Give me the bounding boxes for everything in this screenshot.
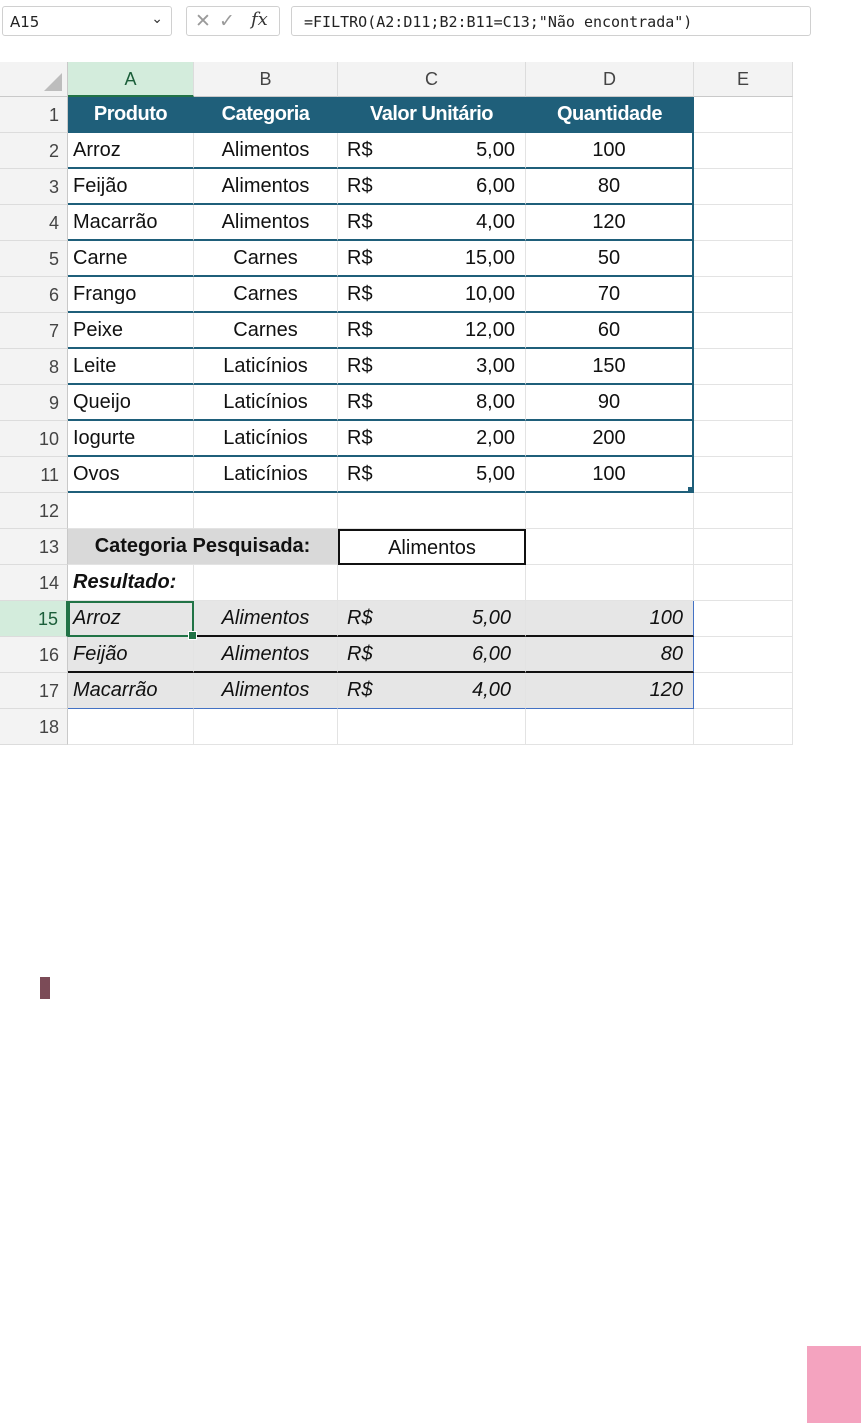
product-cell[interactable]: Ovos xyxy=(68,457,194,493)
result-category-cell[interactable]: Alimentos xyxy=(194,673,338,709)
quantity-cell[interactable]: 100 xyxy=(526,133,694,169)
product-cell[interactable]: Carne xyxy=(68,241,194,277)
quantity-cell[interactable]: 150 xyxy=(526,349,694,385)
search-category-input[interactable]: Alimentos xyxy=(338,529,526,565)
unit-value: 5,00 xyxy=(476,463,515,485)
unit-value: 5,00 xyxy=(476,139,515,161)
quantity-cell[interactable]: 60 xyxy=(526,313,694,349)
cell[interactable] xyxy=(694,673,793,709)
currency-symbol: R$ xyxy=(347,463,373,485)
chevron-down-icon[interactable]: ⌄ xyxy=(151,11,163,27)
cell[interactable] xyxy=(694,205,793,241)
cell[interactable] xyxy=(694,385,793,421)
unit-value: 5,00 xyxy=(472,607,511,629)
cell[interactable] xyxy=(338,565,526,601)
active-cell-selection[interactable] xyxy=(68,601,194,637)
unit-value-cell[interactable] xyxy=(338,421,526,457)
product-cell[interactable]: Feijão xyxy=(68,169,194,205)
cell[interactable] xyxy=(694,457,793,493)
search-label-cell: Categoria Pesquisada: xyxy=(68,529,338,565)
category-cell[interactable]: Laticínios xyxy=(194,421,338,457)
cell[interactable] xyxy=(694,421,793,457)
row-header-6[interactable]: 6 xyxy=(0,277,68,313)
column-header-a[interactable]: A xyxy=(68,62,194,97)
unit-value: 3,00 xyxy=(476,355,515,377)
quantity-cell[interactable]: 120 xyxy=(526,205,694,241)
currency-symbol: R$ xyxy=(347,319,373,341)
result-value-cell[interactable] xyxy=(338,637,526,673)
product-cell[interactable]: Peixe xyxy=(68,313,194,349)
product-cell[interactable]: Iogurte xyxy=(68,421,194,457)
marker-shape xyxy=(40,977,50,999)
unit-value-cell[interactable] xyxy=(338,169,526,205)
name-box-value: A15 xyxy=(10,13,40,31)
cell[interactable] xyxy=(694,133,793,169)
currency-symbol: R$ xyxy=(347,283,373,305)
product-cell[interactable]: Frango xyxy=(68,277,194,313)
result-product-cell[interactable]: Macarrão xyxy=(68,673,194,709)
unit-value: 15,00 xyxy=(464,247,515,269)
row-header-1[interactable]: 1 xyxy=(0,97,68,133)
cell[interactable] xyxy=(694,313,793,349)
formula-input[interactable]: =FILTRO(A2:D11;B2:B11=C13;"Não encontrada") xyxy=(291,6,811,36)
result-product-cell[interactable]: Arroz xyxy=(68,601,194,637)
column-header-d[interactable]: D xyxy=(526,62,694,97)
quantity-cell[interactable]: 50 xyxy=(526,241,694,277)
cell[interactable] xyxy=(694,601,793,637)
unit-value: 2,00 xyxy=(476,427,515,449)
quantity-cell[interactable]: 200 xyxy=(526,421,694,457)
cell[interactable] xyxy=(694,565,793,601)
row-header-16[interactable]: 16 xyxy=(0,637,68,673)
cell[interactable] xyxy=(338,709,526,745)
unit-value-cell[interactable] xyxy=(338,313,526,349)
cell[interactable] xyxy=(526,709,694,745)
currency-symbol: R$ xyxy=(347,175,373,197)
column-header-e[interactable]: E xyxy=(694,62,793,97)
currency-symbol: R$ xyxy=(347,427,373,449)
category-cell[interactable]: Carnes xyxy=(194,277,338,313)
result-label-cell: Resultado: xyxy=(68,565,194,601)
cell[interactable] xyxy=(194,565,338,601)
cell[interactable] xyxy=(526,493,694,529)
cell[interactable] xyxy=(694,349,793,385)
unit-value: 6,00 xyxy=(472,643,511,665)
table-header-cell[interactable]: Categoria xyxy=(194,97,338,133)
cell[interactable] xyxy=(68,709,194,745)
quantity-cell[interactable]: 70 xyxy=(526,277,694,313)
result-category-cell[interactable]: Alimentos xyxy=(194,637,338,673)
category-cell[interactable]: Alimentos xyxy=(194,133,338,169)
x-icon[interactable]: ✕ xyxy=(195,11,211,32)
table-header-cell[interactable]: Quantidade xyxy=(526,97,694,133)
row-header-7[interactable]: 7 xyxy=(0,313,68,349)
select-all-corner[interactable] xyxy=(0,62,68,97)
currency-symbol: R$ xyxy=(347,607,373,629)
cell[interactable] xyxy=(694,529,793,565)
row-header-18[interactable]: 18 xyxy=(0,709,68,745)
row-header-17[interactable]: 17 xyxy=(0,673,68,709)
row-header-11[interactable]: 11 xyxy=(0,457,68,493)
worksheet-grid[interactable] xyxy=(0,62,793,737)
column-header-b[interactable]: B xyxy=(194,62,338,97)
unit-value: 6,00 xyxy=(476,175,515,197)
unit-value-cell[interactable] xyxy=(338,205,526,241)
column-header-c[interactable]: C xyxy=(338,62,526,97)
row-header-15[interactable]: 15 xyxy=(0,601,68,637)
cell[interactable] xyxy=(68,493,194,529)
category-cell[interactable]: Carnes xyxy=(194,313,338,349)
product-cell[interactable]: Arroz xyxy=(68,133,194,169)
row-header-12[interactable]: 12 xyxy=(0,493,68,529)
product-cell[interactable]: Macarrão xyxy=(68,205,194,241)
product-cell[interactable]: Queijo xyxy=(68,385,194,421)
cell[interactable] xyxy=(338,493,526,529)
table-header-cell[interactable]: Produto xyxy=(68,97,194,133)
cell[interactable] xyxy=(194,493,338,529)
category-cell[interactable]: Carnes xyxy=(194,241,338,277)
cell[interactable] xyxy=(694,169,793,205)
row-header-10[interactable]: 10 xyxy=(0,421,68,457)
result-quantity-cell[interactable]: 120 xyxy=(526,673,694,709)
cell[interactable] xyxy=(694,493,793,529)
row-header-3[interactable]: 3 xyxy=(0,169,68,205)
currency-symbol: R$ xyxy=(347,247,373,269)
currency-symbol: R$ xyxy=(347,391,373,413)
result-quantity-cell[interactable]: 80 xyxy=(526,637,694,673)
cell[interactable] xyxy=(526,529,694,565)
row-header-4[interactable]: 4 xyxy=(0,205,68,241)
fill-handle[interactable] xyxy=(188,631,197,640)
cell[interactable] xyxy=(694,277,793,313)
table-resize-handle[interactable] xyxy=(688,487,694,493)
unit-value: 8,00 xyxy=(476,391,515,413)
currency-symbol: R$ xyxy=(347,643,373,665)
unit-value-cell[interactable] xyxy=(338,349,526,385)
cell[interactable] xyxy=(194,709,338,745)
unit-value-cell[interactable] xyxy=(338,133,526,169)
cell[interactable] xyxy=(694,241,793,277)
table-header-cell[interactable]: Valor Unitário xyxy=(338,97,526,133)
check-icon[interactable]: ✓ xyxy=(219,11,235,32)
cell[interactable] xyxy=(694,709,793,745)
row-header-9[interactable]: 9 xyxy=(0,385,68,421)
result-product-cell[interactable]: Feijão xyxy=(68,637,194,673)
name-box[interactable] xyxy=(2,6,172,36)
unit-value-cell[interactable] xyxy=(338,385,526,421)
pink-block xyxy=(807,1346,861,1423)
product-cell[interactable]: Leite xyxy=(68,349,194,385)
currency-symbol: R$ xyxy=(347,211,373,233)
category-cell[interactable]: Laticínios xyxy=(194,385,338,421)
unit-value: 12,00 xyxy=(464,319,515,341)
currency-symbol: R$ xyxy=(347,679,373,701)
result-category-cell[interactable]: Alimentos xyxy=(194,601,338,637)
unit-value: 4,00 xyxy=(476,211,515,233)
currency-symbol: R$ xyxy=(347,139,373,161)
category-cell[interactable]: Laticínios xyxy=(194,349,338,385)
category-cell[interactable]: Alimentos xyxy=(194,169,338,205)
unit-value-cell[interactable] xyxy=(338,277,526,313)
unit-value-cell[interactable] xyxy=(338,241,526,277)
fx-icon[interactable]: fx xyxy=(251,9,268,30)
row-header-8[interactable]: 8 xyxy=(0,349,68,385)
select-all-icon xyxy=(44,73,62,91)
result-value-cell[interactable] xyxy=(338,601,526,637)
row-header-13[interactable]: 13 xyxy=(0,529,68,565)
row-header-5[interactable]: 5 xyxy=(0,241,68,277)
row-header-14[interactable]: 14 xyxy=(0,565,68,601)
currency-symbol: R$ xyxy=(347,355,373,377)
quantity-cell[interactable]: 80 xyxy=(526,169,694,205)
formula-bar xyxy=(0,0,793,44)
result-value-cell[interactable] xyxy=(338,673,526,709)
formula-controls xyxy=(186,6,280,36)
quantity-cell[interactable]: 100 xyxy=(526,457,694,493)
unit-value: 10,00 xyxy=(464,283,515,305)
cell[interactable] xyxy=(694,97,793,133)
result-quantity-cell[interactable]: 100 xyxy=(526,601,694,637)
cell[interactable] xyxy=(526,565,694,601)
category-cell[interactable]: Laticínios xyxy=(194,457,338,493)
unit-value-cell[interactable] xyxy=(338,457,526,493)
unit-value: 4,00 xyxy=(472,679,511,701)
row-header-2[interactable]: 2 xyxy=(0,133,68,169)
category-cell[interactable]: Alimentos xyxy=(194,205,338,241)
cell[interactable] xyxy=(694,637,793,673)
quantity-cell[interactable]: 90 xyxy=(526,385,694,421)
